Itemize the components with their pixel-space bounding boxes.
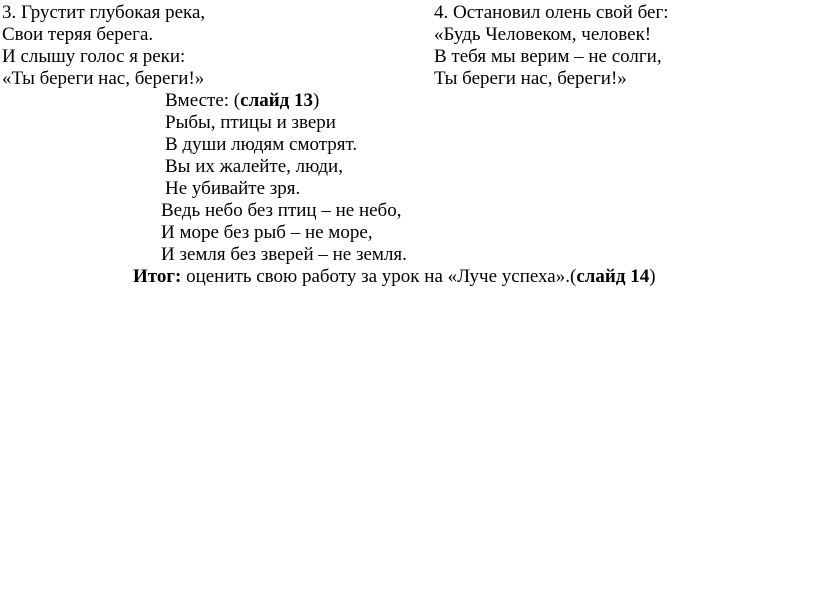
summary-slide-ref: слайд 14	[576, 266, 650, 287]
together-close: )	[313, 90, 320, 111]
verse3-line-2: Свои теряя берега.	[2, 24, 154, 45]
together-line-5: Ведь небо без птиц – не небо,	[161, 200, 402, 221]
together-line-7: И земля без зверей – не земля.	[161, 244, 407, 265]
verse3-line-3: И слышу голос я реки:	[2, 46, 186, 67]
summary-text: оценить свою работу за урок на «Луче успеха».(	[181, 266, 577, 287]
verse4-line-1: 4. Остановил олень свой бег:	[434, 2, 669, 23]
together-slide-ref: слайд 13	[240, 90, 314, 111]
verse4-line-4: Ты береги нас, береги!»	[434, 68, 627, 89]
together-line-2: В души людям смотрят.	[165, 134, 358, 155]
verse4-line-3: В тебя мы верим – не солги,	[434, 46, 662, 67]
together-label: Вместе: (	[165, 90, 241, 111]
together-line-6: И море без рыб – не море,	[161, 222, 373, 243]
together-line-3: Вы их жалейте, люди,	[165, 156, 343, 177]
together-heading	[165, 90, 319, 112]
together-line-1: Рыбы, птицы и звери	[165, 112, 336, 133]
verse3-line-4: «Ты береги нас, береги!»	[2, 68, 205, 89]
summary-label: Итог:	[133, 266, 182, 287]
together-line-4: Не убивайте зря.	[165, 178, 301, 199]
summary-close: )	[649, 266, 656, 287]
summary-line	[133, 266, 656, 288]
verse4-line-2: «Будь Человеком, человек!	[434, 24, 652, 45]
verse3-line-1: 3. Грустит глубокая река,	[2, 2, 206, 23]
